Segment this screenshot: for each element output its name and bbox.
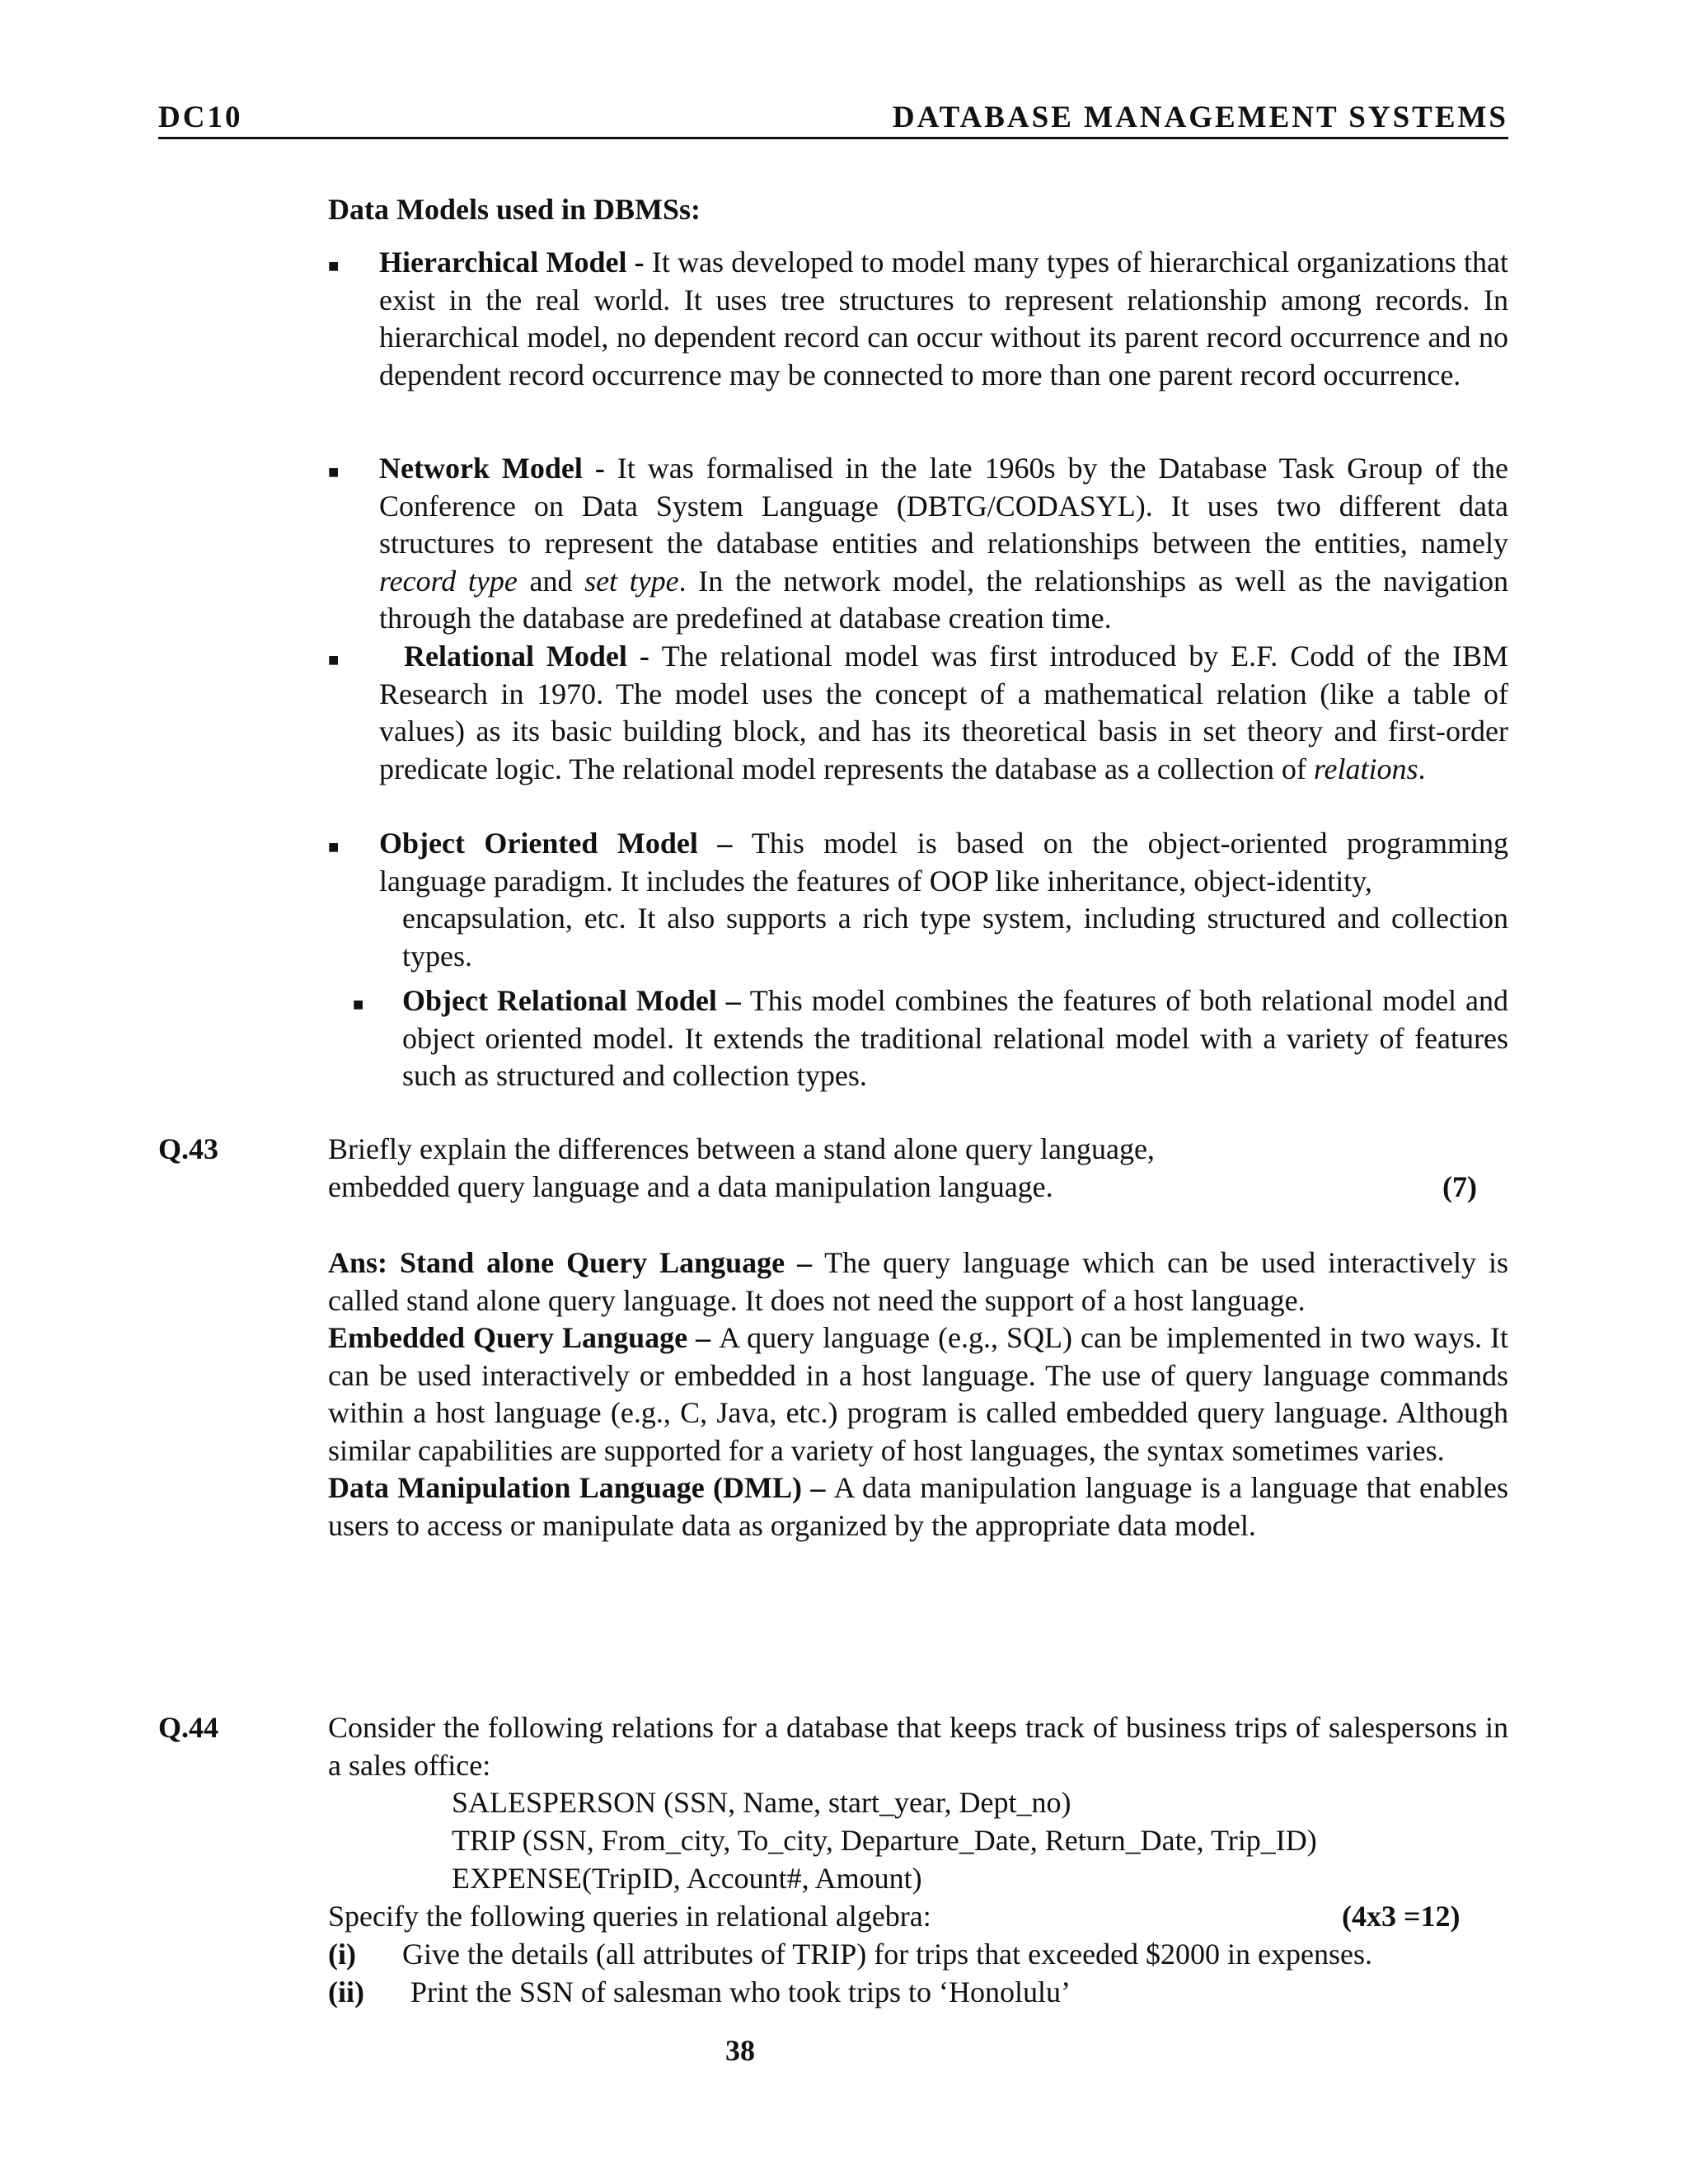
bullet-icon: ■ <box>328 649 340 670</box>
bullet-icon: ■ <box>328 837 340 857</box>
bullet-icon: ■ <box>328 255 340 276</box>
part-text: Print the SSN of salesman who took trips to ‘Honolulu’ <box>410 1975 1071 2008</box>
model-hierarchical: Hierarchical Model - It was developed to model many types of hierarchical organizations that exist in the real world. It uses tree structures to represent relationship among records. In hierarchical model, no dependent record can occur without its parent record occurrence and no dependent record occurrence may be connected to more than one parent record occurrence. <box>379 246 1508 391</box>
relation-trip: TRIP (SSN, From_city, To_city, Departure_Date, Return_Date, Trip_ID) <box>452 1824 1317 1857</box>
q44-marks: (4x3 =12) <box>1342 1900 1461 1933</box>
relation-expense: EXPENSE(TripID, Account#, Amount) <box>452 1862 922 1895</box>
page-header <box>158 97 1508 139</box>
q43-question-line2: embedded query language and a data manipulation language. <box>328 1170 1053 1203</box>
model-object-oriented: Object Oriented Model – This model is based on the object-oriented programming language paradigm. It includes the features of OOP like inheritance, object-identity, encapsulation, etc. It also supports a rich type system, including structured and collection types. <box>379 827 1508 972</box>
course-code: DC10 <box>158 101 243 134</box>
document-title: DATABASE MANAGEMENT SYSTEMS <box>892 101 1508 134</box>
bullet-icon: ■ <box>353 994 364 1015</box>
models-heading: Data Models used in DBMSs: <box>328 193 701 226</box>
q44-intro: Consider the following relations for a database that keeps track of business trips of salespersons in a sales office: <box>328 1711 1508 1782</box>
page-number: 38 <box>725 2034 755 2067</box>
part-label: (ii) <box>328 1975 364 2008</box>
q43-answer: Ans: Stand alone Query Language – The query language which can be used interactively is called stand alone query language. It does not need the support of a host language. Embedded Query Language – A query language (e.g., SQL) can be implemented in two ways. It can be used interactively or embedded in a host language. The use of query language commands within a host language (e.g., C, Java, etc.) program is called embedded query language. Although similar capabilities are supported for a variety of host languages, the syntax sometimes varies. Data Manipulation Language (DML) – A data manipulation language is a language that enables users to access or manipulate data as organized by the appropriate data model. <box>328 1246 1509 1542</box>
model-object-relational: Object Relational Model – This model combines the features of both relational model and object oriented model. It extends the traditional relational model with a variety of features such as structured and collection types. <box>402 984 1508 1092</box>
model-network: Network Model - It was formalised in the late 1960s by the Database Task Group of the Conference on Data System Language (DBTG/CODASYL). It uses two different data structures to represent the database entities and relationships between the entities, namely record type and set type. In the network model, the relationships as well as the navigation through the database are predefined at database creation time. <box>379 452 1509 635</box>
question-number: Q.44 <box>158 1711 219 1744</box>
relation-salesperson: SALESPERSON (SSN, Name, start_year, Dept_no) <box>452 1786 1071 1819</box>
q43-marks: (7) <box>1442 1170 1477 1203</box>
part-label: (i) <box>328 1938 356 1971</box>
q43-question-line1: Briefly explain the differences between a stand alone query language, <box>328 1132 1155 1165</box>
bullet-icon: ■ <box>328 462 340 482</box>
q44-specify: Specify the following queries in relational algebra: <box>328 1900 931 1933</box>
question-number: Q.43 <box>158 1132 219 1165</box>
part-text: Give the details (all attributes of TRIP) for trips that exceeded $2000 in expenses. <box>402 1938 1373 1971</box>
model-relational: Relational Model - The relational model was first introduced by E.F. Codd of the IBM Research in 1970. The model uses the concept of a mathematical relation (like a table of values) as its basic building block, and has its theoretical basis in set theory and first-order predicate logic. The relational model represents the database as a collection of relations. <box>379 640 1508 785</box>
